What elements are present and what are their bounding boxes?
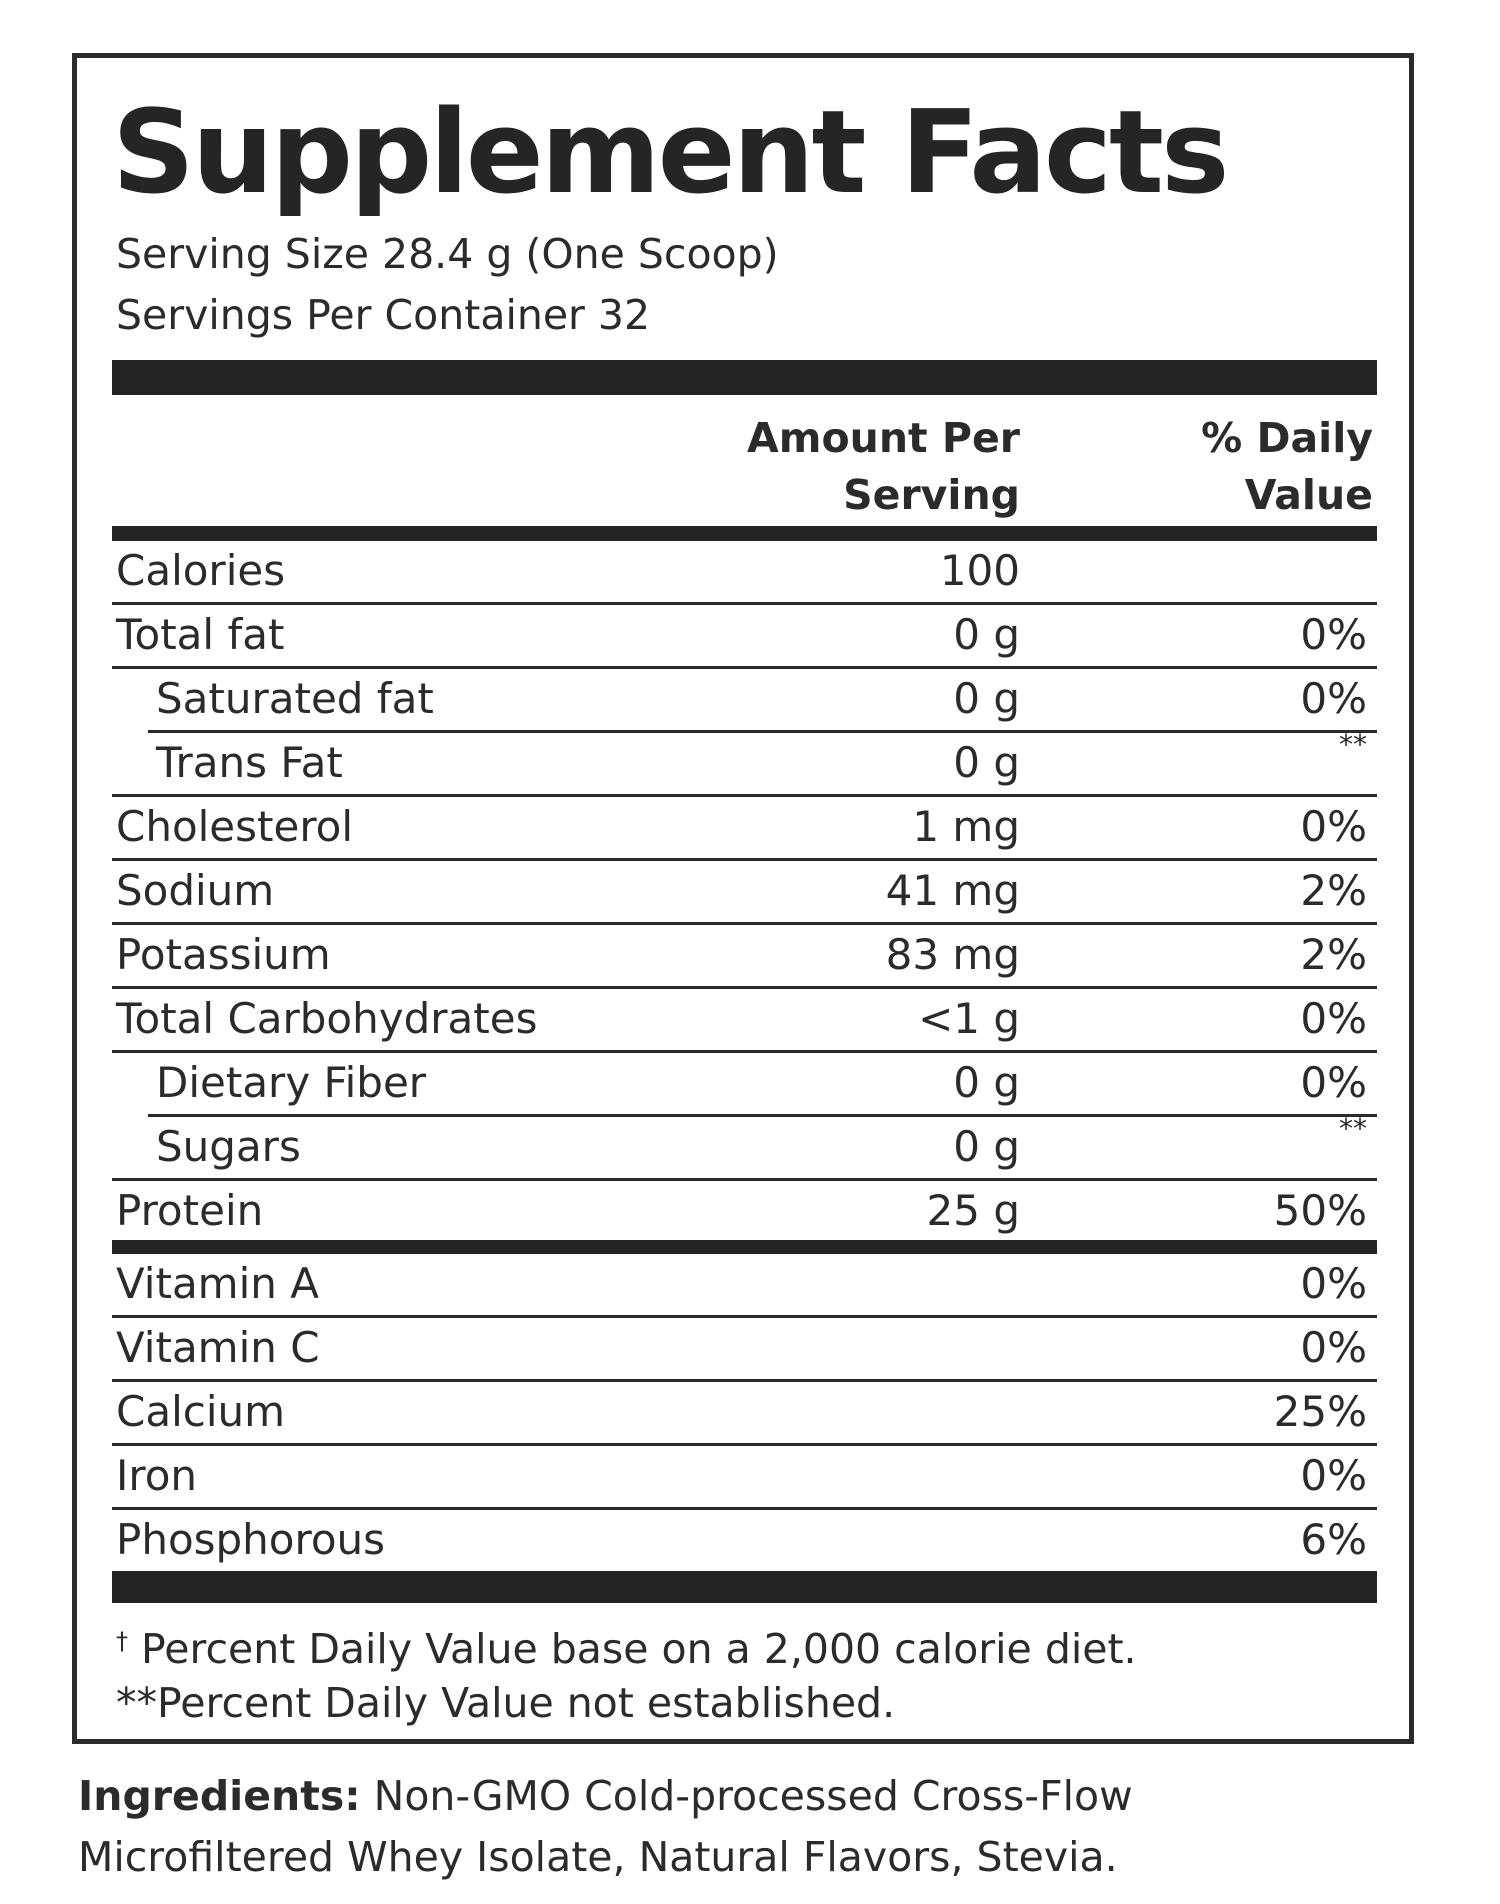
nutrient-row-total-carbohydrates [112,989,1377,1053]
ingredients-section [78,1766,1458,1888]
vitamin-daily-value: 0% [1300,1323,1367,1372]
nutrient-daily-value: 0% [1300,802,1367,851]
nutrient-name: Sugars [156,1122,301,1171]
nutrient-daily-value: 0% [1300,674,1367,723]
amount-header-line2: Serving [843,471,1020,519]
vitamin-name: Iron [116,1451,198,1500]
ingredients-text-2: Microfiltered Whey Isolate, Natural Flavors, Stevia. [78,1833,1118,1881]
vitamin-row-vitamin-a [112,1254,1377,1318]
vitamin-row-iron [112,1446,1377,1510]
nutrient-name: Sodium [116,866,275,915]
thick-divider-bottom [112,1571,1377,1603]
panel-title: Supplement Facts [112,86,1227,220]
nutrient-amount: 83 mg [885,930,1020,979]
nutrient-amount: 0 g [953,738,1020,787]
nutrient-row-total-fat [112,605,1377,669]
vitamin-daily-value: 6% [1300,1515,1367,1564]
amount-header-line1: Amount Per [747,414,1020,462]
nutrient-daily-value: ** [1339,1112,1367,1145]
thick-divider-vitamins [112,1240,1377,1254]
footnote-daily-value-text: Percent Daily Value base on a 2,000 calorie diet. [128,1625,1137,1673]
nutrient-row-saturated-fat [112,669,1377,733]
vitamin-row-vitamin-c [112,1318,1377,1382]
nutrient-amount: 100 [939,546,1020,595]
nutrient-amount: 0 g [953,1122,1020,1171]
nutrient-name: Total Carbohydrates [116,994,538,1043]
nutrient-row-trans-fat [112,728,1377,797]
thick-divider-header [112,526,1377,541]
nutrient-daily-value: 0% [1300,994,1367,1043]
nutrient-name: Saturated fat [156,674,434,723]
nutrient-row-dietary-fiber [112,1053,1377,1117]
nutrient-name: Trans Fat [156,738,343,787]
dv-header-line2: Value [1244,471,1373,519]
nutrient-amount: 25 g [926,1186,1020,1235]
nutrient-row-potassium [112,925,1377,989]
nutrient-daily-value: 0% [1300,1058,1367,1107]
vitamin-daily-value: 0% [1300,1259,1367,1308]
nutrient-name: Protein [116,1186,264,1235]
nutrient-name: Calories [116,546,286,595]
vitamin-name: Vitamin C [116,1323,320,1372]
vitamin-row-calcium [112,1382,1377,1446]
nutrient-amount: 0 g [953,674,1020,723]
nutrient-amount: <1 g [918,994,1020,1043]
nutrient-amount: 1 mg [912,802,1020,851]
vitamin-name: Phosphorous [116,1515,386,1564]
servings-per-container: Servings Per Container 32 [116,291,651,339]
nutrient-row-calories [112,541,1377,605]
nutrient-daily-value: 2% [1300,866,1367,915]
nutrient-daily-value: ** [1339,728,1367,761]
nutrient-row-sugars [112,1112,1377,1181]
vitamin-daily-value: 25% [1273,1387,1367,1436]
daily-value-header [1201,410,1373,524]
ingredients-line-1 [78,1766,1458,1827]
ingredients-label: Ingredients: [78,1772,361,1820]
nutrient-amount: 41 mg [885,866,1020,915]
thick-divider-top [112,360,1377,395]
vitamin-name: Vitamin A [116,1259,319,1308]
nutrient-name: Total fat [116,610,285,659]
nutrient-daily-value: 0% [1300,610,1367,659]
footnote-not-established: **Percent Daily Value not established. [116,1679,896,1727]
serving-size: Serving Size 28.4 g (One Scoop) [116,230,779,278]
nutrient-name: Cholesterol [116,802,354,851]
vitamin-name: Calcium [116,1387,286,1436]
ingredients-text-1: Non-GMO Cold-processed Cross-Flow [360,1772,1133,1820]
nutrient-row-cholesterol [112,797,1377,861]
dv-header-line1: % Daily [1201,414,1373,462]
nutrient-daily-value: 50% [1273,1186,1367,1235]
vitamin-row-phosphorous [112,1510,1377,1574]
nutrient-name: Dietary Fiber [156,1058,427,1107]
nutrient-row-protein [112,1181,1377,1245]
nutrient-amount: 0 g [953,1058,1020,1107]
vitamin-daily-value: 0% [1300,1451,1367,1500]
nutrient-daily-value: 2% [1300,930,1367,979]
dagger-mark: † [116,1627,128,1655]
nutrient-amount: 0 g [953,610,1020,659]
amount-per-serving-header [747,410,1020,524]
nutrient-name: Potassium [116,930,331,979]
footnote-daily-value-basis [116,1611,1137,1679]
nutrient-row-sodium [112,861,1377,925]
